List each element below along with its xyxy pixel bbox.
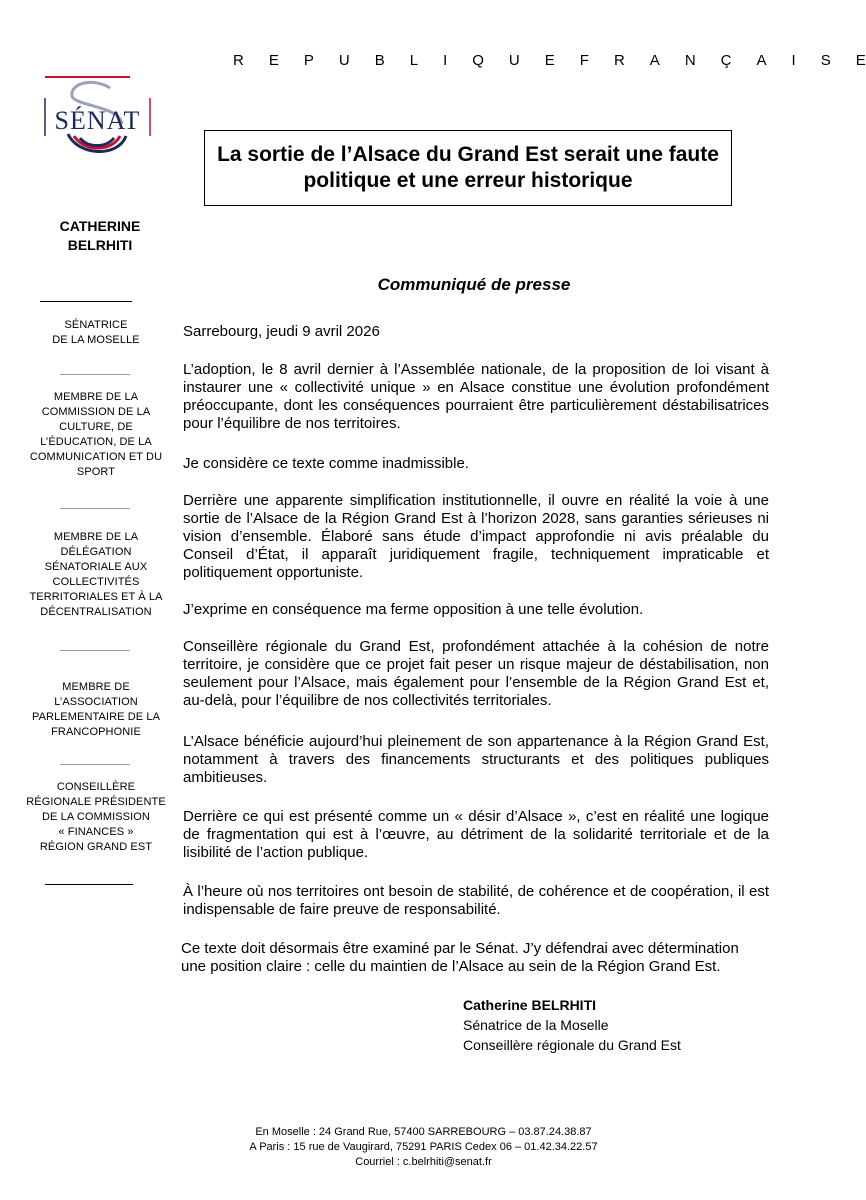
sidebar-role-senatrice bbox=[20, 318, 172, 348]
footer-paris-address: A Paris : 15 rue de Vaugirard, 75291 PARIS Cedex 06 – 01.42.34.22.57 bbox=[249, 1141, 598, 1153]
sidebar-role-conseillere bbox=[20, 780, 172, 855]
author-first-name: CATHERINE bbox=[59, 218, 141, 234]
body-paragraph: Derrière ce qui est présenté comme un « désir d’Alsace », c’est en réalité une logique de fragmentation qui est à l’œuvre, au détriment de la solidarité territoriale et de la lisibilité de l’action publique. bbox=[183, 808, 769, 861]
signature-title: Conseillère régionale du Grand Est bbox=[463, 1037, 681, 1053]
sidebar-role-line: PARLEMENTAIRE DE LA bbox=[31, 711, 161, 723]
sidebar-separator bbox=[60, 374, 130, 375]
sidebar-divider bbox=[45, 884, 133, 885]
sidebar-role-line: L’ASSOCIATION bbox=[54, 696, 138, 708]
sidebar-role-line: MEMBRE DE bbox=[62, 681, 130, 693]
body-paragraph: Conseillère régionale du Grand Est, profondément attachée à la cohésion de notre territoire, je considère que ce projet fait peser un risque majeur de déstabilisation, non seulement pour l’Alsace, mais également pour l’ensemble de la Région Grand Est et, au-delà, pour l’équilibre de nos collectivités territoriales. bbox=[183, 638, 769, 709]
sidebar-role-line: DÉLÉGATION bbox=[60, 546, 132, 558]
header-letter: R bbox=[233, 52, 244, 69]
signature-name: Catherine BELRHITI bbox=[463, 997, 597, 1013]
body-paragraph: Derrière une apparente simplification institutionnelle, il ouvre en réalité la voie à une sortie de l’Alsace de la Région Grand Est à l’horizon 2028, sans garanties sérieuses ni vision d’ensemble. Élaboré sans étude d’impact approfondie ni avis préalable du Conseil d’État, il apparaît juridiquement fragile, techniquement impraticable et politiquement opportuniste. bbox=[183, 492, 769, 581]
header-letter: P bbox=[303, 52, 314, 69]
header-letter: U bbox=[508, 52, 520, 69]
sidebar-author-name bbox=[30, 217, 170, 255]
sidebar-role-line: MEMBRE DE LA bbox=[53, 391, 139, 403]
header-letter: I bbox=[443, 52, 448, 69]
header-word-francaise bbox=[580, 52, 866, 69]
header-letter: I bbox=[791, 52, 796, 69]
sidebar-role-commission-culture bbox=[20, 390, 172, 480]
body-paragraph: Je considère ce texte comme inadmissible. bbox=[183, 455, 469, 472]
header-letter: A bbox=[649, 52, 660, 69]
date-line: Sarrebourg, jeudi 9 avril 2026 bbox=[183, 323, 380, 340]
press-release-subtitle: Communiqué de presse bbox=[377, 275, 571, 294]
header-letter: A bbox=[756, 52, 767, 69]
author-last-name: BELRHITI bbox=[67, 237, 133, 253]
signature-block bbox=[463, 995, 681, 1055]
sidebar-role-line: TERRITORIALES ET À LA bbox=[29, 591, 163, 603]
senat-logo bbox=[40, 76, 155, 166]
footer-email: Courriel : c.belrhiti@senat.fr bbox=[355, 1156, 492, 1168]
header-letter: E bbox=[855, 52, 866, 69]
header-letter: R bbox=[613, 52, 625, 69]
footer-moselle-address: En Moselle : 24 Grand Rue, 57400 SARREBOURG – 03.87.24.38.87 bbox=[255, 1126, 592, 1138]
press-release-title-box bbox=[204, 130, 732, 206]
sidebar-divider bbox=[40, 301, 132, 302]
sidebar-role-line: COMMUNICATION ET DU bbox=[29, 451, 163, 463]
header-letter: N bbox=[684, 52, 696, 69]
sidebar-role-line: « FINANCES » bbox=[58, 826, 134, 838]
sidebar-role-line: COMMISSION DE LA bbox=[41, 406, 151, 418]
sidebar-separator bbox=[60, 764, 130, 765]
header-letter: Ç bbox=[720, 52, 732, 69]
header-word-republique bbox=[233, 52, 580, 69]
press-release-title: La sortie de l’Alsace du Grand Est serait une faute politique et une erreur historique bbox=[217, 143, 719, 192]
header-letter: U bbox=[338, 52, 350, 69]
sidebar-role-line: RÉGION GRAND EST bbox=[39, 841, 153, 853]
sidebar-role-line: RÉGIONALE PRÉSIDENTE bbox=[26, 796, 166, 808]
header-letter: S bbox=[820, 52, 831, 69]
senat-logo-text: SÉNAT bbox=[54, 106, 141, 135]
header-letter: F bbox=[579, 52, 589, 69]
body-paragraph: J’exprime en conséquence ma ferme opposition à une telle évolution. bbox=[183, 601, 644, 618]
sidebar-role-line: FRANCOPHONIE bbox=[51, 726, 141, 738]
sidebar-role-line: COLLECTIVITÉS bbox=[52, 576, 140, 588]
sidebar-role-delegation bbox=[20, 530, 172, 620]
sidebar-role-line: CULTURE, DE bbox=[59, 421, 133, 433]
sidebar-role-line: SPORT bbox=[76, 466, 116, 478]
header-letter: L bbox=[409, 52, 419, 69]
sidebar-separator bbox=[60, 650, 130, 651]
sidebar-role-line: DE LA COMMISSION bbox=[42, 811, 150, 823]
sidebar-role-line: DÉCENTRALISATION bbox=[40, 606, 152, 618]
header-letter: B bbox=[374, 52, 385, 69]
header-letter: E bbox=[544, 52, 555, 69]
republique-francaise-header bbox=[233, 52, 866, 69]
sidebar-separator bbox=[60, 508, 130, 509]
sidebar-role-line: DE LA MOSELLE bbox=[52, 334, 140, 346]
body-paragraph: À l’heure où nos territoires ont besoin de stabilité, de cohérence et de coopération, il est indispensable de faire preuve de responsabilité. bbox=[183, 883, 769, 918]
sidebar-role-line: MEMBRE DE LA bbox=[53, 531, 139, 543]
body-paragraph: Ce texte doit désormais être examiné par le Sénat. J’y défendrai avec détermination une position claire : celle du maintien de l’Alsace au sein de la Région Grand Est. bbox=[181, 940, 739, 975]
sidebar-role-line: CONSEILLÈRE bbox=[56, 781, 136, 793]
signature-title: Sénatrice de la Moselle bbox=[463, 1017, 609, 1033]
header-letter: Q bbox=[472, 52, 484, 69]
sidebar-role-line: SÉNATORIALE AUX bbox=[44, 561, 148, 573]
sidebar-role-line: SÉNATRICE bbox=[64, 319, 128, 331]
sidebar-role-line: L’ÉDUCATION, DE LA bbox=[40, 436, 152, 448]
body-paragraph: L’adoption, le 8 avril dernier à l’Assemblée nationale, de la proposition de loi visant à instaurer une « collectivité unique » en Alsace constitue une évolution profondément préoccupante, dont les conséquences pourraient être particulièrement déstabilisatrices pour l’équilibre de nos territoires. bbox=[183, 361, 769, 432]
contact-footer bbox=[0, 1125, 847, 1170]
body-paragraph: L’Alsace bénéficie aujourd’hui pleinement de son appartenance à la Région Grand Est, notamment à travers des financements structurants et des politiques publiques ambitieuses. bbox=[183, 733, 769, 786]
sidebar-role-francophonie bbox=[20, 680, 172, 740]
header-letter: E bbox=[268, 52, 279, 69]
